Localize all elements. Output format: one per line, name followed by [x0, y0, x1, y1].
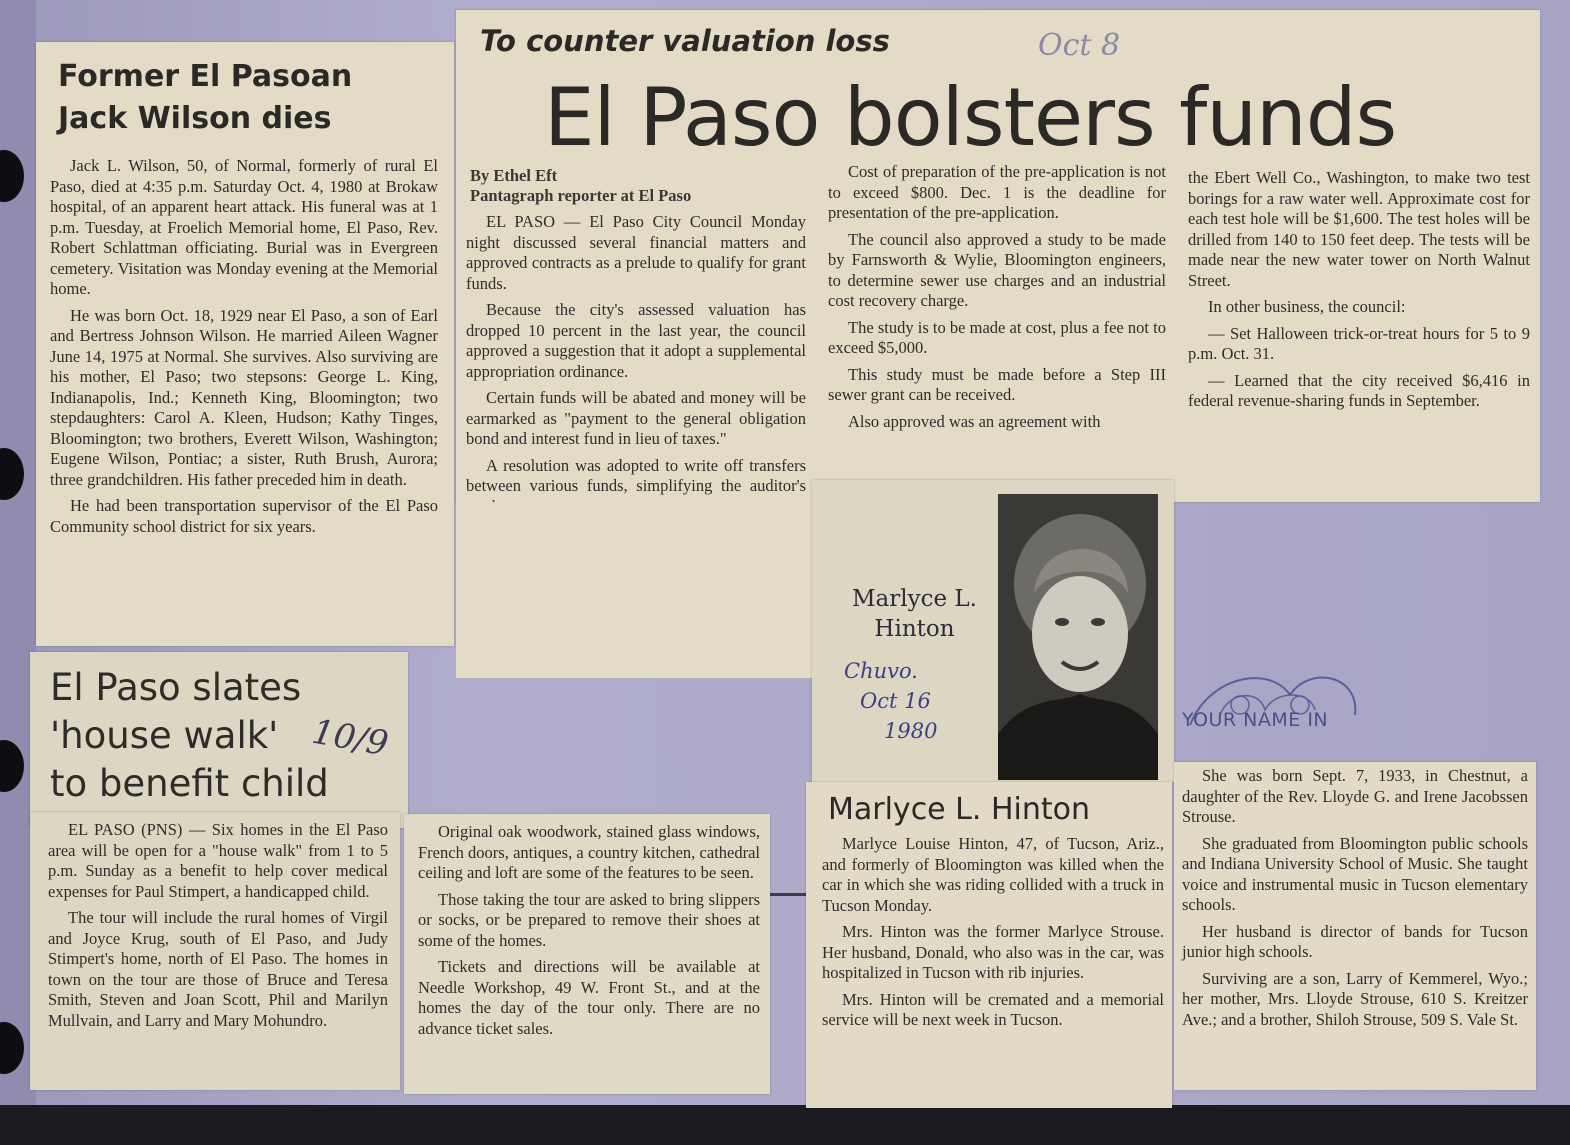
wilson-headline-line2: Jack Wilson dies [58, 101, 332, 136]
paragraph: Those taking the tour are asked to bring slippers or socks, or be prepared to remove their shoes at some of the homes. [418, 889, 760, 950]
paragraph: Because the city's assessed valuation has dropped 10 percent in the last year, the council approved a suggestion that it adopt a supplemental appropriation ordinance. [466, 300, 806, 381]
clipping-wilson-obituary [36, 42, 454, 646]
paragraph: Mrs. Hinton will be cremated and a memorial service will be next week in Tucson. [822, 989, 1164, 1029]
paragraph: Certain funds will be abated and money will be earmarked as "payment to the general obligation bond and interest fund in lieu of taxes." [466, 388, 806, 448]
paragraph: She graduated from Bloomington public schools and Indiana University School of Music. She taught voice and instrumental music in Tucson elementary schools. [1182, 833, 1528, 914]
paragraph: Her husband is director of bands for Tucson junior high schools. [1182, 921, 1528, 961]
clipping-housewalk-col1 [30, 812, 400, 1090]
housewalk-headline-line3: to benefit child [50, 762, 329, 805]
paragraph: Tickets and directions will be available at Needle Workshop, 49 W. Front St., and at the homes the day of the tour only. There are no advance ticket sales. [418, 957, 760, 1038]
paragraph: EL PASO — El Paso City Council Monday night discussed several financial matters and approved contracts as a prelude to qualify for grant funds. [466, 212, 806, 293]
paragraph: Original oak woodwork, stained glass windows, French doors, antiques, a country kitchen, cathedral ceiling and loft are some of the features to be seen. [418, 822, 760, 882]
paragraph: A resolution was adopted to write off transfers between various funds, simplifying the auditor's [466, 455, 806, 495]
wilson-headline [58, 56, 352, 140]
funds-kicker: To counter valuation loss [480, 24, 890, 58]
paragraph: In other business, the council: [1208, 297, 1406, 316]
photo-caption [852, 584, 977, 644]
clipping-hinton-continued [1174, 762, 1536, 1090]
housewalk-column-1 [48, 820, 388, 1037]
paragraph: — Learned that the city received $6,416 in federal revenue-sharing funds in September. [1188, 370, 1530, 410]
background-stamp [1180, 655, 1380, 765]
housewalk-headline-line1: El Paso slates [50, 666, 302, 709]
clipping-housewalk-col2 [404, 814, 770, 1094]
paragraph: She was born Sept. 7, 1933, in Chestnut, a daughter of the Rev. Lloyde G. and Irene Jacobssen Strouse. [1182, 766, 1528, 826]
paragraph: The council also approved a study to be made by Farnsworth & Wylie, Bloomington engineers, to determine sewer use charges and an industrial cost recovery charge. [828, 229, 1166, 310]
paragraph: Cost of preparation of the pre-application is not to exceed $800. Dec. 1 is the deadline for presentation of the pre-application. [828, 162, 1166, 222]
paragraph: Surviving are a son, Larry of Kemmerel, Wyo.; her mother, Mrs. Lloyde Strouse, 610 S. Kreitzer Ave.; and a brother, Shiloh Strouse, 509 S. Vale St. [1182, 968, 1528, 1029]
hinton-handwritten-note [844, 656, 937, 746]
note-line2: Oct 16 [860, 689, 931, 713]
housewalk-headline [50, 664, 329, 808]
hinton-column-1 [822, 834, 1164, 1037]
paragraph: The study is to be made at cost, plus a fee not to exceed $5,000. [828, 317, 1166, 357]
clipping-hinton-text [806, 782, 1172, 1108]
paragraph: EL PASO (PNS) — Six homes in the El Paso area will be open for a "house walk" from 1 to 5 p.m. Sunday as a benefit to help cover medical expenses for Paul Stimpert, a handicapped child. [48, 820, 388, 901]
background-rule [770, 893, 810, 896]
byline-name: By Ethel Eft [470, 166, 558, 185]
hinton-photo [998, 494, 1158, 780]
housewalk-column-2 [418, 822, 760, 1045]
funds-byline [470, 166, 691, 206]
funds-column-2 [828, 162, 1166, 438]
paragraph: Also approved was an agreement with [848, 411, 1101, 431]
paragraph: The tour will include the rural homes of Virgil and Joyce Krug, south of El Paso, and Judy Stimpert's home, north of El Paso. The homes in town on the tour are those of Bruce and Teresa Smith, Steven and Joan Scott, Phil and Marilyn Mullvain, and Larry and Mary Mohundro. [48, 908, 388, 1030]
stamp-text: YOUR NAME IN [1182, 709, 1329, 731]
photo-caption-line2: Hinton [874, 616, 955, 642]
wilson-headline-line1: Former El Pasoan [58, 59, 353, 94]
clipping-housewalk-headline [30, 652, 408, 828]
paragraph: He was born Oct. 18, 1929 near El Paso, a son of Earl and Bertress Johnson Wilson. He married Aileen Wagner June 14, 1975 at Normal. She survives. Also surviving are his mother, El Paso; two stepsons: George L. King, Indianapolis, Ind.; Kenneth King, Bloomington; two stepdaughters: Carol A. Kleen, Hudson; Kathy Tinges, Bloomington; two brothers, Everett Wilson, Washington; Eugene Wilson, Pontiac; a sister, Ruth Brush, Aurora; three grandchildren. His father preceded him in death. [50, 305, 438, 489]
paragraph: — Set Halloween trick-or-treat hours for 5 to 9 p.m. Oct. 31. [1188, 323, 1530, 363]
funds-column-1-continuation [456, 502, 812, 678]
hinton-headline: Marlyce L. Hinton [828, 792, 1091, 827]
housewalk-handwritten-date: 10/9 [309, 711, 392, 765]
paragraph: the Ebert Well Co., Washington, to make two test borings for a raw water well. Approximate cost for each test hole will be $1,600. The test holes will be drilled from 140 to 150 feet deep. The tests will be made near the new water tower on North Walnut Street. [1188, 168, 1530, 290]
byline-role: Pantagraph reporter at El Paso [470, 186, 692, 205]
funds-column-3 [1188, 168, 1530, 418]
wilson-body [50, 156, 438, 543]
note-line3: 1980 [884, 719, 938, 743]
hinton-column-2 [1182, 766, 1528, 1036]
paragraph: Mrs. Hinton was the former Marlyce Strouse. Her husband, Donald, who also was in the car, was hospitalized in Tucson with rib injuries. [822, 922, 1164, 982]
photo-caption-line1: Marlyce L. [852, 586, 977, 612]
paragraph: He had been transportation supervisor of the El Paso Community school district for six years. [50, 496, 438, 536]
note-line1: Chuvo. [844, 659, 918, 683]
paragraph: This study must be made before a Step III sewer grant can be received. [828, 364, 1166, 404]
portrait-icon [998, 494, 1158, 780]
clipping-hinton-photo [812, 480, 1174, 782]
paragraph: Jack L. Wilson, 50, of Normal, formerly of rural El Paso, died at 4:35 p.m. Saturday Oct. 4, 1980 at Brokaw hospital, of an apparent heart attack. His funeral was at 1 p.m. Tuesday, at Froelich Memorial home, El Paso, Rev. Robert Schlattman officiating. Burial was in Evergreen cemetery. Visitation was Monday evening at the Memorial home. [50, 156, 438, 298]
clipping-funds-article [456, 10, 1540, 502]
page-bottom-edge [0, 1105, 1570, 1145]
housewalk-headline-line2: 'house walk' [50, 714, 279, 757]
paragraph: Marlyce Louise Hinton, 47, of Tucson, Ariz., and formerly of Bloomington was killed when the car in which she was riding collided with a truck in Tucson Monday. [822, 834, 1164, 915]
funds-handwritten-date: Oct 8 [1038, 28, 1121, 63]
funds-headline: El Paso bolsters funds [544, 71, 1397, 164]
